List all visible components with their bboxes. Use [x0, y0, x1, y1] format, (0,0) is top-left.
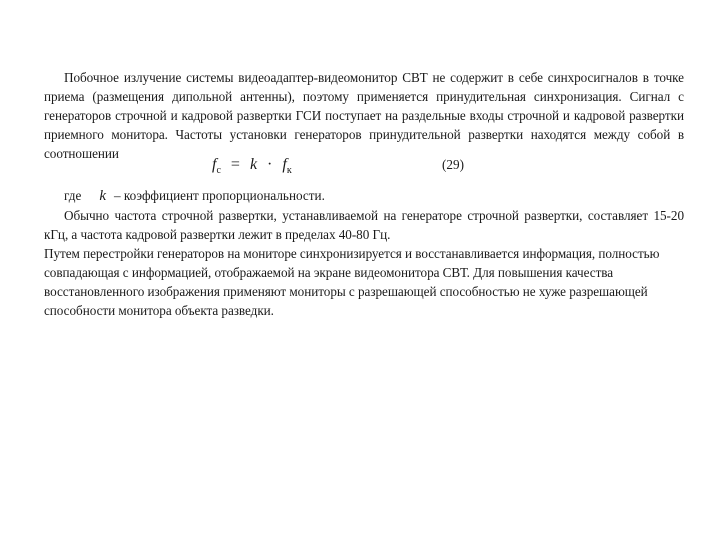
where-line: [64, 186, 325, 206]
equation-number: (29): [442, 157, 464, 172]
formula-lhs: f: [212, 156, 217, 173]
formula: [212, 156, 292, 176]
where-variable: k: [99, 188, 106, 204]
formula-k: k: [249, 156, 258, 173]
formula-rhs-sub: к: [286, 165, 292, 177]
formula-dot: ·: [267, 156, 273, 173]
formula-equals: =: [230, 156, 240, 173]
paragraph-reconstruction: Путем перестройки генераторов на мониторе синхронизируется и восстанавливается информация, полностью совпадающая с информацией, отображаемой на экране видеомонитора СВТ. Для повышения качества восстановленного изображения применяют мониторы с разрешающей способностью не хуже разрешающей способности монитора объекта разведки.: [44, 246, 660, 318]
formula-lhs-sub: c: [216, 165, 221, 177]
where-prefix: где: [64, 188, 82, 203]
formula-rhs: f: [282, 156, 287, 173]
paragraph-intro: Побочное излучение системы видеоадаптер-видеомонитор СВТ не содержит в себе синхросигналов в точке приема (размещения дипольной антенны), поэтому применяется принудительная синхронизация. Сигнал с генераторов строчной и кадровой развертки ГСИ поступает на раздельные входы строчной и кадровой развертки приемного монитора. Частоты установки генераторов принудительной развертки находятся между собой в соотношении: [44, 70, 684, 161]
paragraph-frequencies: Обычно частота строчной развертки, устанавливаемой на генераторе строчной развертки, составляет 15-20 кГц, а частота кадровой развертки лежит в пределах 40-80 Гц.: [44, 208, 684, 242]
where-text: – коэффициент пропорциональности.: [114, 188, 325, 203]
